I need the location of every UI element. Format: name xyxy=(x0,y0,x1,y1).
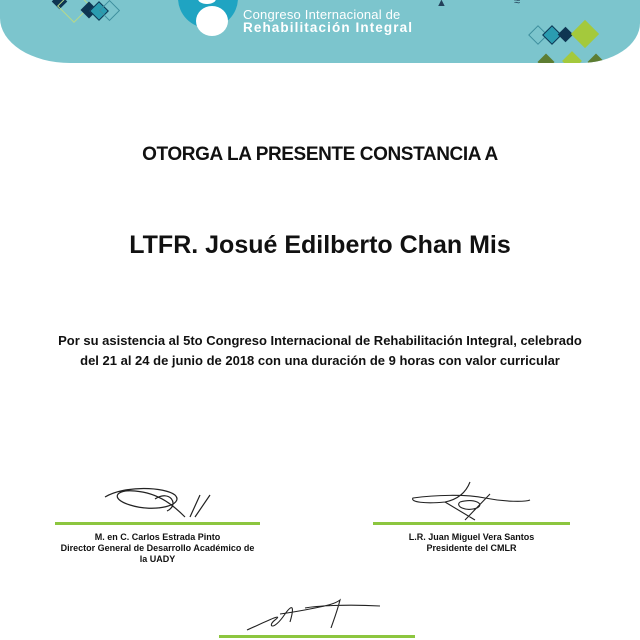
signatory-2 xyxy=(370,532,573,554)
person-logo-body xyxy=(196,6,228,36)
university-emblem-icon: ▲ xyxy=(436,0,447,9)
diamond-decoration xyxy=(562,51,582,63)
header-banner xyxy=(0,0,640,63)
signatory-1-role: Director General de Desarrollo Académico de xyxy=(60,543,255,553)
signature-2-icon xyxy=(405,480,535,525)
congress-title-line1: Congreso Internacional de xyxy=(243,7,401,22)
signature-1-icon xyxy=(95,485,225,525)
signature-line-3 xyxy=(219,635,415,638)
diamond-decoration xyxy=(571,20,599,48)
description-line-1: Por su asistencia al 5to Congreso Internacional de Rehabilitación Integral, celebrado xyxy=(58,333,582,348)
signatory-1-role-2: la UADY xyxy=(139,554,176,564)
congress-title-line2: Rehabilitación Integral xyxy=(243,20,414,35)
certificate-title: OTORGA LA PRESENTE CONSTANCIA A xyxy=(142,144,498,165)
diamond-decoration xyxy=(588,54,605,63)
signature-line-1 xyxy=(55,522,260,525)
signature-3-icon xyxy=(245,592,385,637)
description-line-2: del 21 al 24 de junio de 2018 con una duración de 9 horas con valor curricular xyxy=(80,353,560,368)
recipient-name: LTFR. Josué Edilberto Chan Mis xyxy=(129,231,511,259)
signatory-2-name: L.R. Juan Miguel Vera Santos xyxy=(408,532,535,542)
signatory-2-role: Presidente del CMLR xyxy=(426,543,517,553)
map-emblem-icon: ≈ xyxy=(514,0,521,8)
signature-line-2 xyxy=(373,522,570,525)
signatory-1-name: M. en C. Carlos Estrada Pinto xyxy=(94,532,221,542)
diamond-decoration xyxy=(538,54,555,63)
certificate-description xyxy=(40,331,600,371)
diamond-decoration xyxy=(99,0,120,21)
signatory-1 xyxy=(50,532,265,565)
